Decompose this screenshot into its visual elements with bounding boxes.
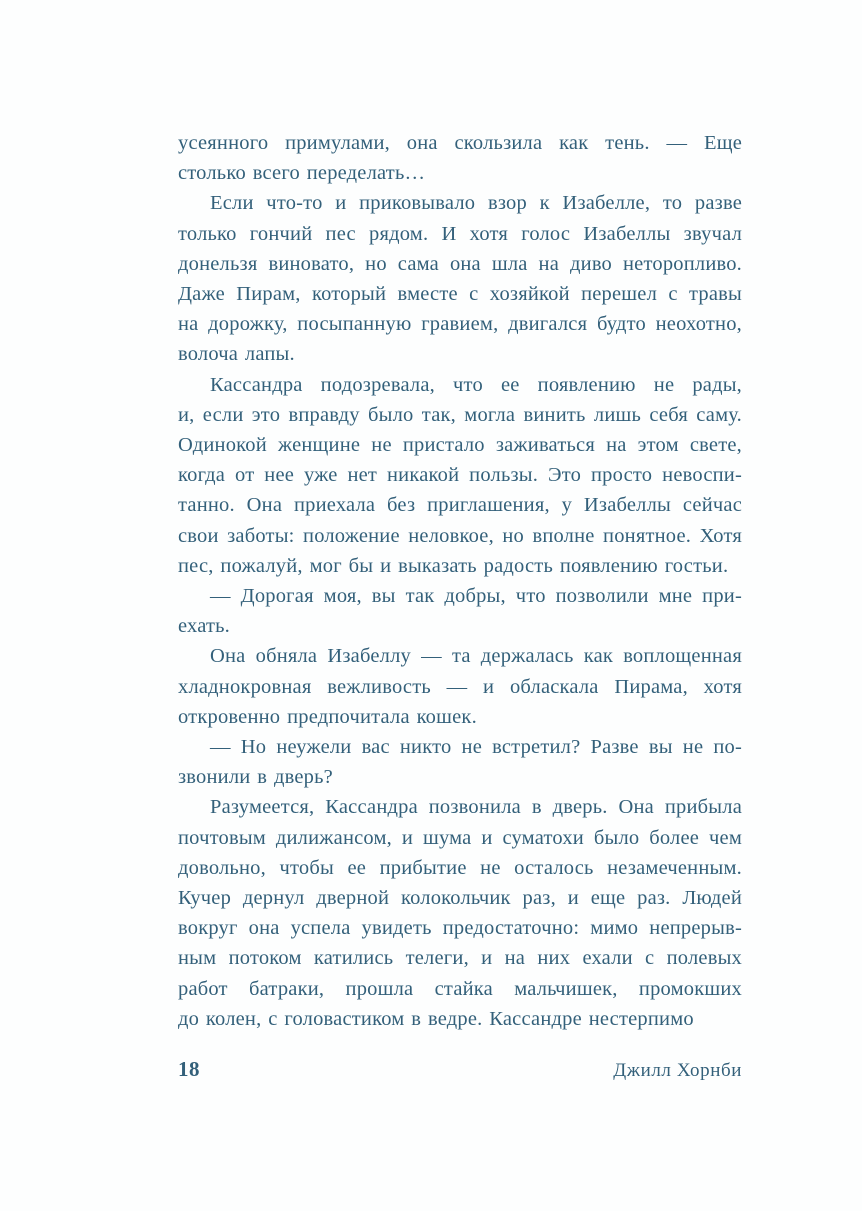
- text-line: — Дорогая моя, вы так добры, что позволили мне при-: [210, 585, 742, 608]
- text-line: — Но неужели вас никто не встретил? Разве вы не по-: [210, 736, 742, 759]
- text-line: свои заботы: положение неловкое, но вполне понятное. Хотя: [178, 524, 742, 547]
- text-line: почтовым дилижансом, и шума и суматохи было более чем: [178, 826, 742, 849]
- text-line: на дорожку, посыпанную гравием, двигался будто неохотно,: [178, 313, 742, 336]
- text-line: Кучер дернул дверной колокольчик раз, и еще раз. Людей: [178, 887, 742, 910]
- paragraph: [178, 128, 742, 188]
- paragraph: [178, 188, 742, 369]
- text-line: хладнокровная вежливость — и обласкала Пирама, хотя: [178, 675, 742, 698]
- page-text-block: [178, 128, 742, 1034]
- paragraph: [178, 732, 742, 792]
- text-line: только гончий пес рядом. И хотя голос Изабеллы звучал: [178, 222, 742, 245]
- text-line: Она обняла Изабеллу — та держалась как воплощенная: [210, 645, 742, 668]
- text-line: усеянного примулами, она скользила как тень. — Еще: [178, 132, 742, 154]
- text-line: Разумеется, Кассандра позвонила в дверь. Она прибыла: [210, 796, 742, 819]
- text-line: до колен, с головастиком в ведре. Кассандре нестерпимо: [178, 1007, 694, 1030]
- text-line: пес, пожалуй, мог бы и выказать радость появлению гостьи.: [178, 554, 729, 577]
- paragraph: [178, 641, 742, 732]
- text-line: Одинокой женщине не пристало заживаться на этом свете,: [178, 434, 742, 457]
- text-line: вокруг она успела увидеть предостаточно: мимо непрерыв-: [178, 917, 742, 940]
- text-line: Кассандра подозревала, что ее появлению не рады,: [210, 373, 742, 396]
- text-line: довольно, чтобы ее прибытие не осталось незамеченным.: [178, 856, 742, 879]
- text-line: столько всего переделать…: [178, 162, 426, 185]
- text-line: Даже Пирам, который вместе с хозяйкой перешел с травы: [178, 283, 742, 306]
- text-line: откровенно предпочитала кошек.: [178, 705, 477, 728]
- text-line: звонили в дверь?: [178, 766, 333, 789]
- text-line: работ батраки, прошла стайка мальчишек, промокших: [178, 977, 742, 1000]
- text-line: танно. Она приехала без приглашения, у Изабеллы сейчас: [178, 494, 742, 517]
- text-line: волоча лапы.: [178, 343, 295, 366]
- text-line: и, если это вправду было так, могла винить лишь себя саму.: [178, 403, 742, 426]
- paragraph: [178, 581, 742, 641]
- page-footer: [178, 1057, 742, 1082]
- text-line: Если что-то и приковывало взор к Изабелле, то разве: [210, 192, 742, 215]
- text-line: ным потоком катились телеги, и на них ехали с полевых: [178, 947, 742, 970]
- page-number: 18: [178, 1057, 200, 1082]
- text-line: ехать.: [178, 615, 231, 638]
- text-line: когда от нее уже нет никакой пользы. Это просто невоспи-: [178, 464, 742, 487]
- text-line: донельзя виновато, но сама она шла на диво неторопливо.: [178, 252, 742, 275]
- paragraph: [178, 370, 742, 581]
- paragraph: [178, 792, 742, 1034]
- running-title-author: Джилл Хорнби: [613, 1060, 742, 1082]
